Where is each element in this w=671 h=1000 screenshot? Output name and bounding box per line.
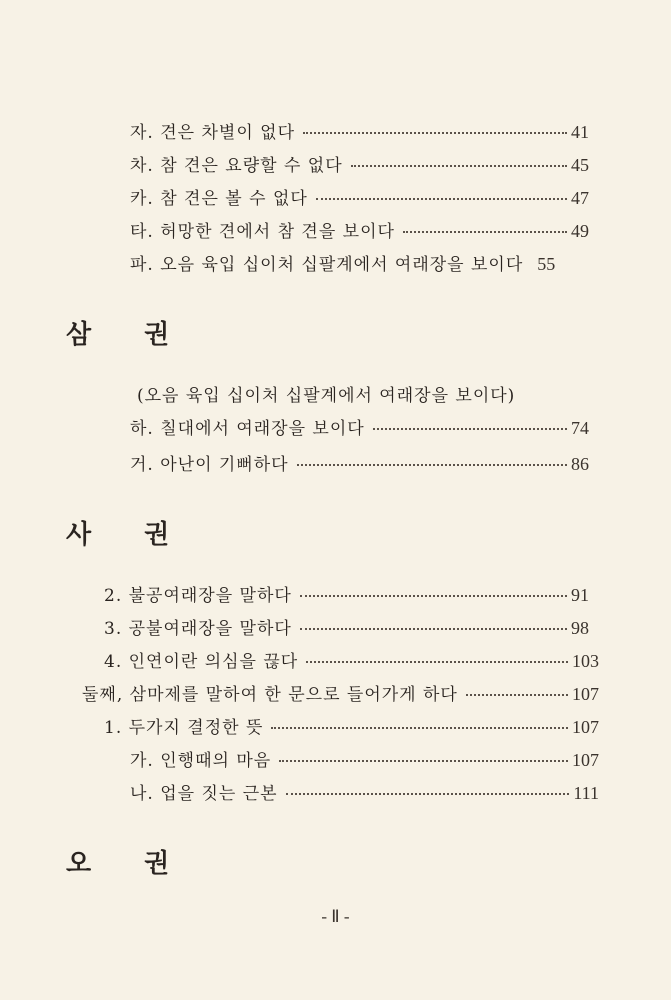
toc-entry-label: 가. 인행때의 마음: [130, 751, 272, 771]
volume-heading: 삼 권: [66, 320, 192, 350]
toc-entry-page: 107: [572, 684, 599, 704]
toc-entry: [130, 746, 599, 771]
toc-entry-page: 86: [571, 454, 589, 474]
toc-entry-page: 98: [571, 618, 589, 638]
toc-entry: [104, 647, 599, 672]
toc-entry-page: 111: [573, 783, 599, 803]
toc-entry-label: 3. 공불여래장을 말하다: [104, 619, 292, 639]
dot-leader: [316, 198, 567, 200]
toc-entry-label: 카. 참 견은 볼 수 없다: [130, 189, 308, 209]
dot-leader: [306, 661, 568, 663]
toc-entry: [82, 680, 599, 705]
toc-entry: [130, 151, 589, 176]
toc-entry: [104, 713, 599, 738]
toc-entry: [130, 414, 589, 439]
toc-entry-page: 107: [572, 717, 599, 737]
dot-leader: [300, 628, 567, 630]
toc-entry-label: 차. 참 견은 요량할 수 없다: [130, 156, 343, 176]
toc-entry: [130, 779, 599, 804]
dot-leader: [271, 727, 568, 729]
dot-leader: [286, 793, 570, 795]
toc-entry: [130, 450, 589, 475]
dot-leader: [300, 595, 567, 597]
dot-leader: [373, 428, 567, 430]
toc-entry-page: 49: [571, 221, 589, 241]
toc-entry: [130, 118, 589, 143]
volume-heading: 오 권: [66, 849, 192, 879]
toc-entry-page: 45: [571, 155, 589, 175]
dot-leader: [297, 464, 567, 466]
volume-heading: 사 권: [66, 520, 192, 550]
toc-entry-label: 하. 칠대에서 여래장을 보이다: [130, 419, 365, 439]
dot-leader: [351, 165, 567, 167]
toc-entry: [130, 250, 589, 275]
toc-entry-label: 둘째, 삼마제를 말하여 한 문으로 들어가게 하다: [82, 685, 458, 705]
page-number: - Ⅱ -: [321, 907, 350, 926]
toc-entry: [130, 184, 589, 209]
toc-entry-label: 타. 허망한 견에서 참 견을 보이다: [130, 222, 395, 242]
toc-entry-label: 4. 인연이란 의심을 끊다: [104, 652, 299, 672]
dot-leader: [279, 760, 568, 762]
dot-leader: [403, 231, 567, 233]
toc-entry-label: 자. 견은 차별이 없다: [130, 123, 295, 143]
toc-entry: [104, 581, 589, 606]
toc-entry-label: 1. 두가지 결정한 뜻: [104, 718, 264, 738]
toc-entry-page: 41: [571, 122, 589, 142]
toc-entry-page: 91: [571, 585, 589, 605]
toc-entry-page: 47: [571, 188, 589, 208]
dot-leader: [303, 132, 567, 134]
toc-entry-label: 나. 업을 짓는 근본: [130, 784, 278, 804]
toc-entry-label: 2. 불공여래장을 말하다: [104, 586, 292, 606]
toc-entry-page: 103: [572, 651, 599, 671]
toc-entry-page: 55: [537, 254, 556, 274]
toc-entry-label: 파. 오음 육입 십이처 십팔계에서 여래장을 보이다: [130, 255, 524, 275]
volume-subtitle: (오음 육입 십이처 십팔계에서 여래장을 보이다): [137, 386, 516, 406]
dot-leader: [466, 694, 568, 696]
toc-entry-label: 거. 아난이 기뻐하다: [130, 455, 289, 475]
toc-entry-page: 107: [572, 750, 599, 770]
toc-entry: [130, 217, 589, 242]
toc-entry: [104, 614, 589, 639]
toc-entry-page: 74: [571, 418, 589, 438]
